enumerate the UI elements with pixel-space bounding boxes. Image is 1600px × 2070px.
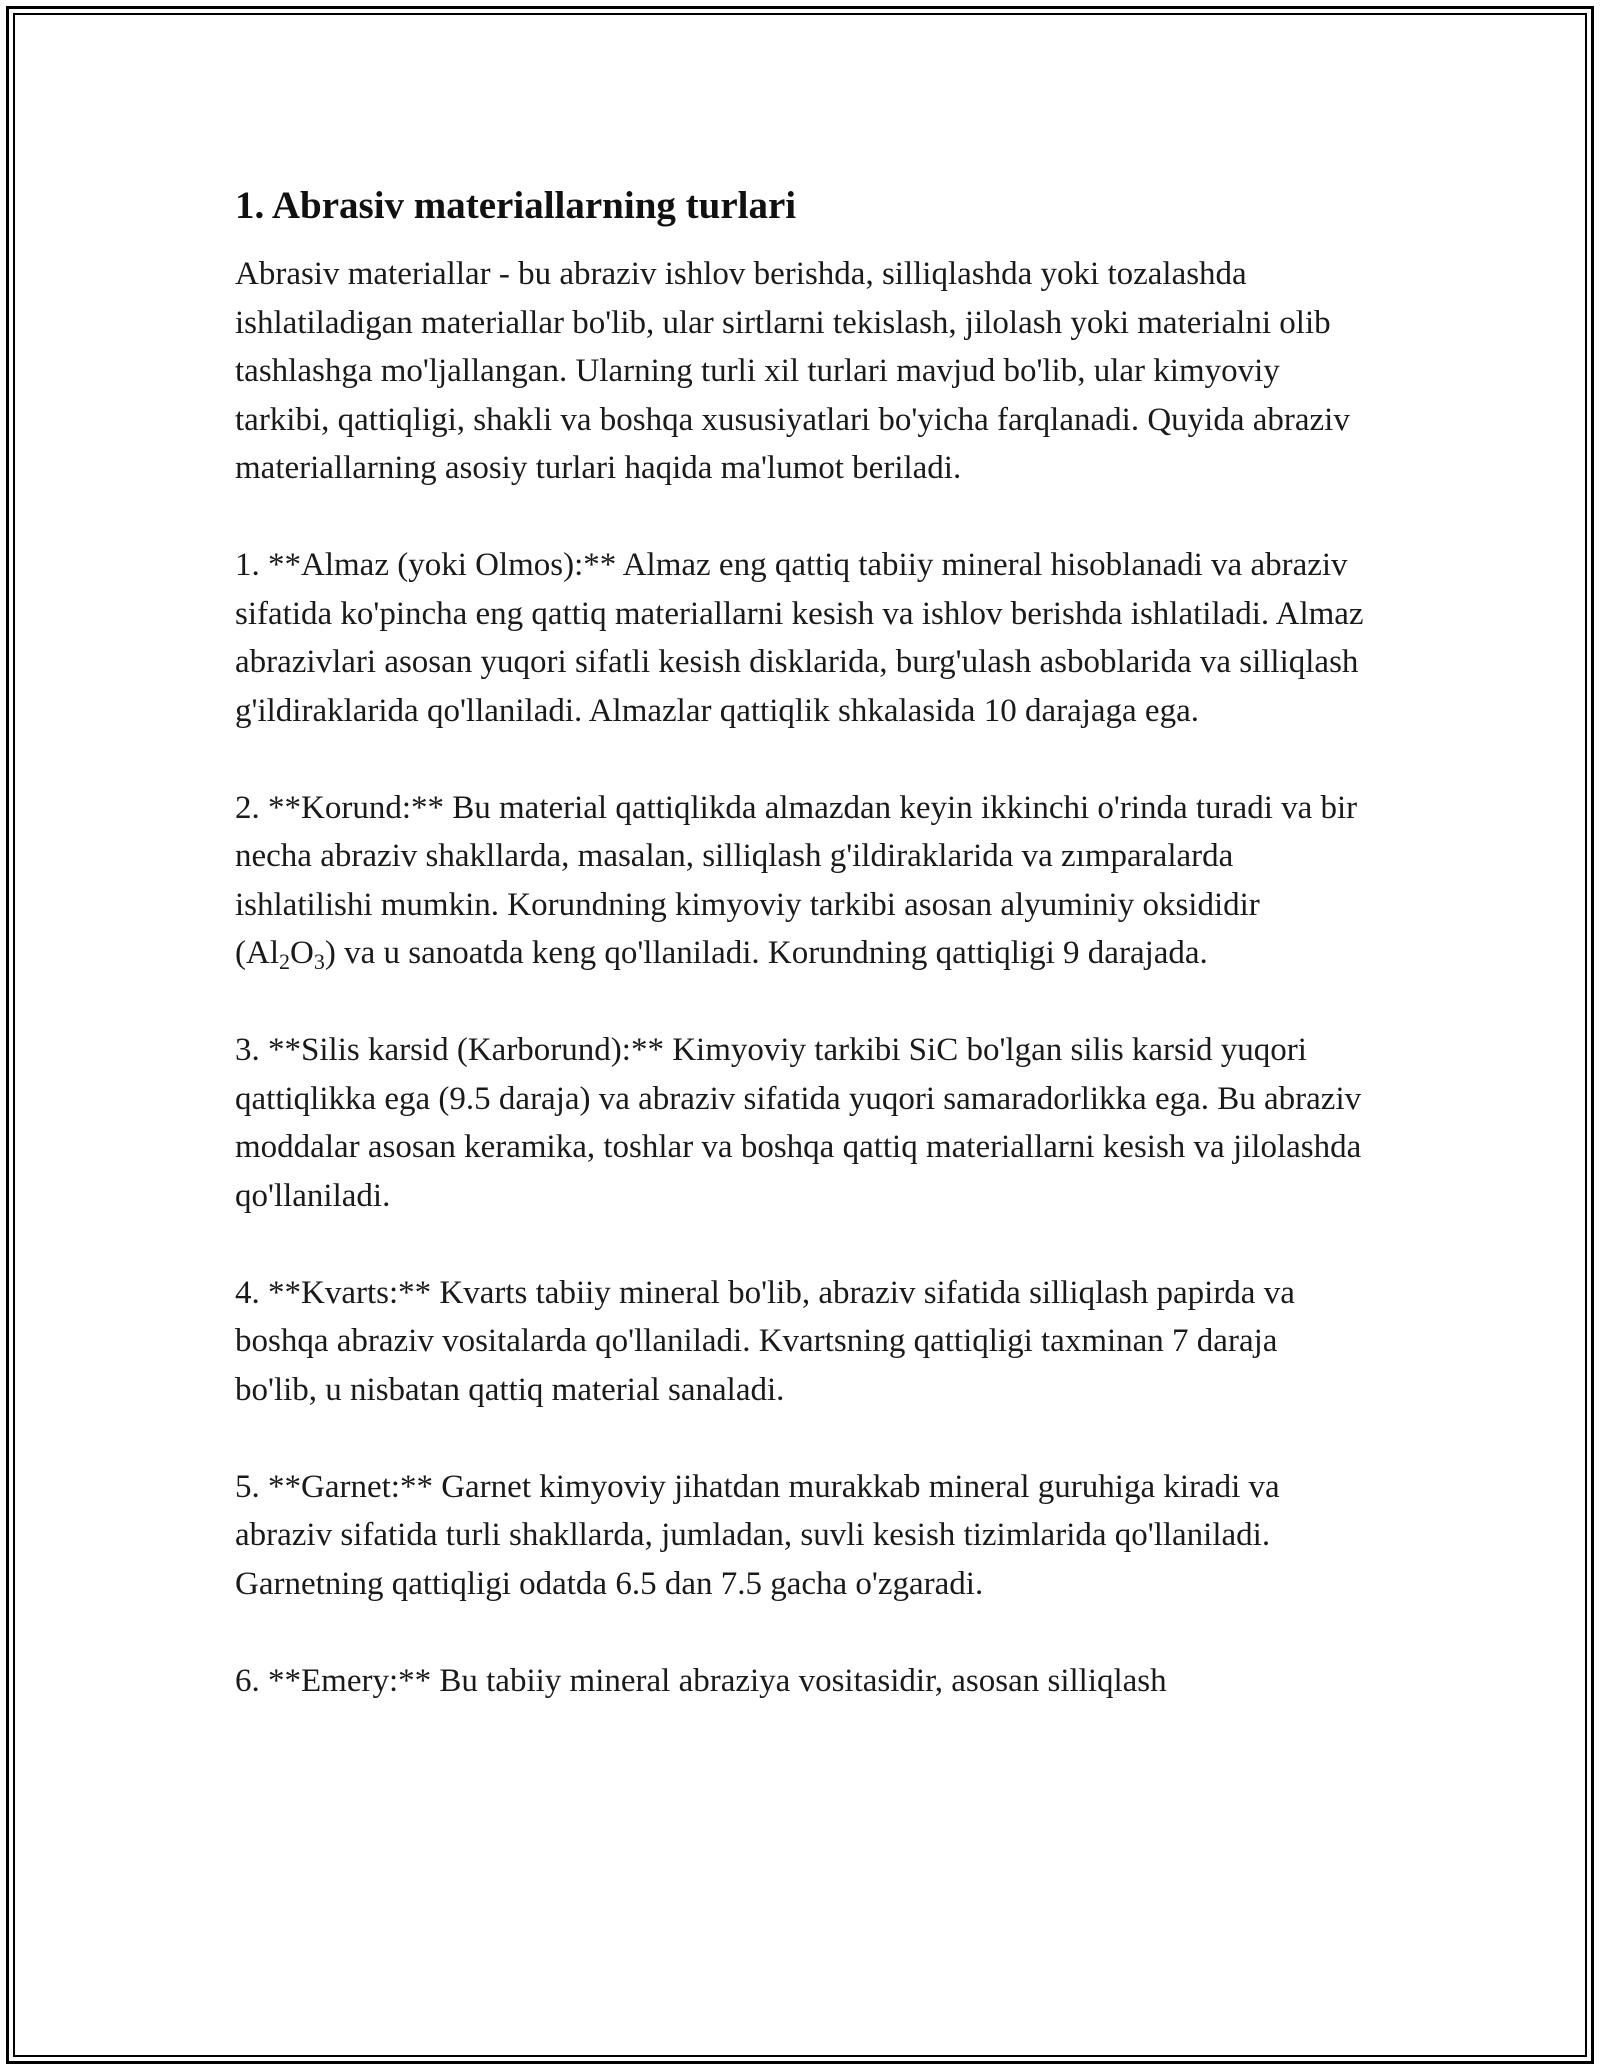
korund-subscript-3: 3 bbox=[313, 949, 325, 974]
item-garnet: 5. **Garnet:** Garnet kimyoviy jihatdan murakkab mineral guruhiga kiradi va abraziv sifatida turli shakllarda, jumladan, suvli kesish tizimlarida qo'llaniladi. Garnetning qattiqligi odatda 6.5 dan 7.5 gacha o'zgaradi. bbox=[235, 1468, 1280, 1602]
item-korund bbox=[235, 784, 1365, 978]
intro-paragraph: Abrasiv materiallar - bu abraziv ishlov berishda, silliqlashda yoki tozalashda ishlatiladigan materiallar bo'lib, ular sirtlarni tekislash, jilolash yoki materialni olib tashlashga mo'ljallangan. Ularning turli xil turlari mavjud bo'lib, ular kimyoviy tarkibi, qattiqligi, shakli va boshqa xususiyatlari bo'yicha farqlanadi. Quyida abraziv materiallarning asosiy turlari haqida ma'lumot beriladi. bbox=[235, 256, 1350, 486]
item-silis-karsid: 3. **Silis karsid (Karborund):** Kimyoviy tarkibi SiC bo'lgan silis karsid yuqori qattiqlikka ega (9.5 daraja) va abraziv sifatida yuqori samaradorlikka ega. Bu abraziv moddalar asosan keramika, toshlar va boshqa qattiq materiallarni kesish va jilolashda qo'llaniladi. bbox=[235, 1032, 1362, 1214]
item-emery: 6. **Emery:** Bu tabiiy mineral abraziya vositasidir, asosan silliqlash bbox=[235, 1662, 1167, 1699]
section-heading: 1. Abrasiv materiallarning turlari bbox=[235, 184, 797, 227]
korund-subscript-2: 2 bbox=[279, 949, 290, 974]
korund-text-after: ) va u sanoatda keng qo'llaniladi. Korundning qattiqligi 9 darajada. bbox=[324, 935, 1208, 971]
document-body bbox=[235, 182, 1365, 1754]
item-almaz: 1. **Almaz (yoki Olmos):** Almaz eng qattiq tabiiy mineral hisoblanadi va abraziv sifatida ko'pincha eng qattiq materiallarni kesish va ishlov berishda ishlatiladi. Almaz abrazivlari asosan yuqori sifatli kesish disklarida, burg'ulash asboblarida va silliqlash g'ildiraklarida qo'llaniladi. Almazlar qattiqlik shkalasida 10 darajaga ega. bbox=[235, 547, 1364, 729]
korund-text-mid: O bbox=[290, 935, 314, 971]
item-kvarts: 4. **Kvarts:** Kvarts tabiiy mineral bo'lib, abraziv sifatida silliqlash papirda va boshqa abraziv vositalarda qo'llaniladi. Kvartsning qattiqligi taxminan 7 daraja bo'lib, u nisbatan qattiq material sanaladi. bbox=[235, 1274, 1295, 1408]
korund-text-before: 2. **Korund:** Bu material qattiqlikda almazdan keyin ikkinchi o'rinda turadi va bir necha abraziv shakllarda, masalan, silliqlash g'ildiraklarida va zımparalarda ishlatilishi mumkin. Korundning kimyoviy tarkibi asosan alyuminiy oksididir (Al bbox=[235, 789, 1358, 971]
